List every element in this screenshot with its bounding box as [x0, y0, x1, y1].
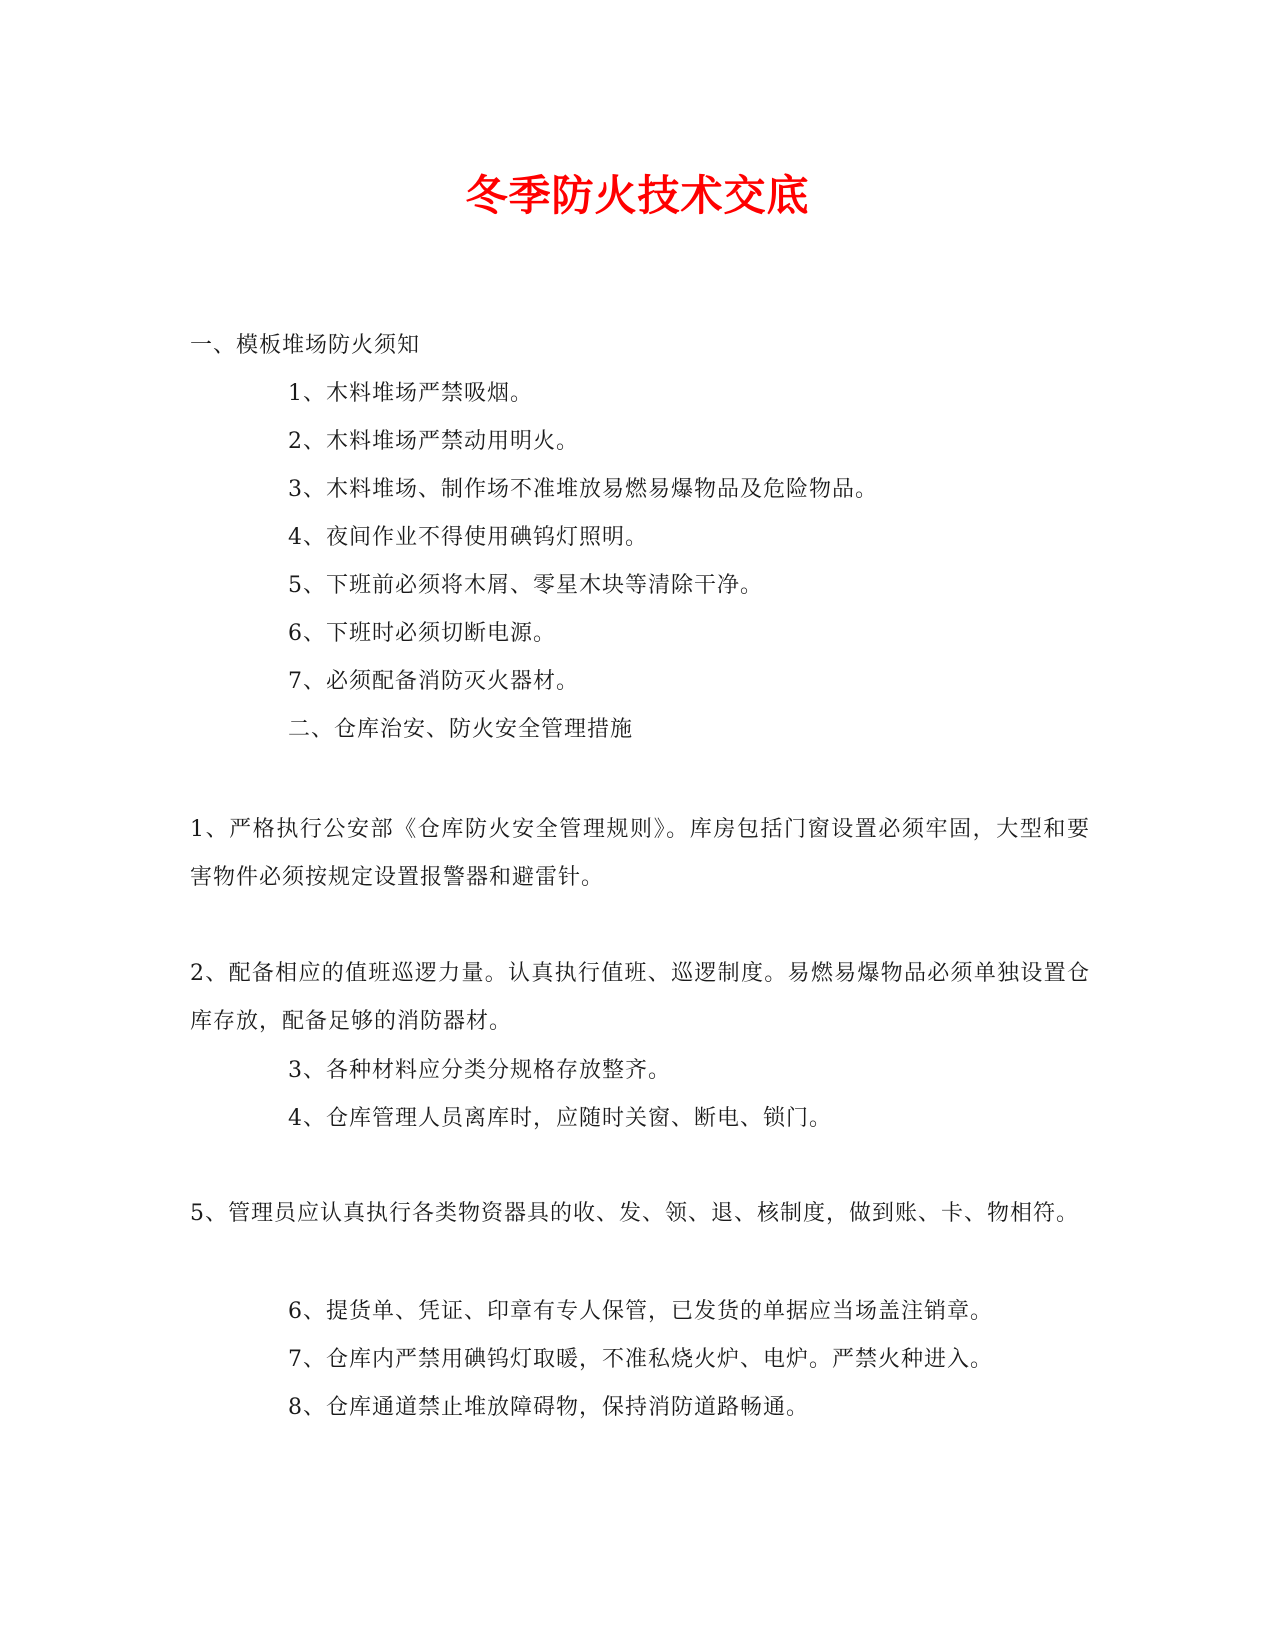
section2-item-6: 6、提货单、凭证、印章有专人保管，已发货的单据应当场盖注销章。 [288, 1299, 993, 1324]
section1-item-7: 7、必须配备消防灭火器材。 [288, 669, 579, 694]
section1-heading: 一、模板堆场防火须知 [190, 333, 421, 358]
section1-item-1: 1、木料堆场严禁吸烟。 [288, 381, 533, 406]
section2-item-8: 8、仓库通道禁止堆放障碍物，保持消防道路畅通。 [288, 1395, 809, 1420]
section1-item-6: 6、下班时必须切断电源。 [288, 621, 556, 646]
section1-item-2: 2、木料堆场严禁动用明火。 [288, 429, 579, 454]
section1-item-4: 4、夜间作业不得使用碘钨灯照明。 [288, 525, 648, 550]
document-title: 冬季防火技术交底 [465, 171, 810, 220]
section2-item-4: 4、仓库管理人员离库时，应随时关窗、断电、锁门。 [288, 1106, 832, 1131]
section2-item-1: 1、严格执行公安部《仓库防火安全管理规则》。库房包括门窗设置必须牢固，大型和要害物件必须按规定设置报警器和避雷针。 [190, 817, 1090, 890]
section1-item-5: 5、下班前必须将木屑、零星木块等清除干净。 [288, 573, 763, 598]
section2-item-7: 7、仓库内严禁用碘钨灯取暖，不准私烧火炉、电炉。严禁火种进入。 [288, 1347, 993, 1372]
section2-item-5: 5、管理员应认真执行各类物资器具的收、发、领、退、核制度，做到账、卡、物相符。 [190, 1201, 1079, 1226]
section1-item-3: 3、木料堆场、制作场不准堆放易燃易爆物品及危险物品。 [288, 477, 878, 502]
section2-item-2: 2、配备相应的值班巡逻力量。认真执行值班、巡逻制度。易燃易爆物品必须单独设置仓库存放，配备足够的消防器材。 [190, 961, 1090, 1034]
section2-item-3: 3、各种材料应分类分规格存放整齐。 [288, 1058, 671, 1083]
section2-heading: 二、仓库治安、防火安全管理措施 [288, 717, 634, 742]
